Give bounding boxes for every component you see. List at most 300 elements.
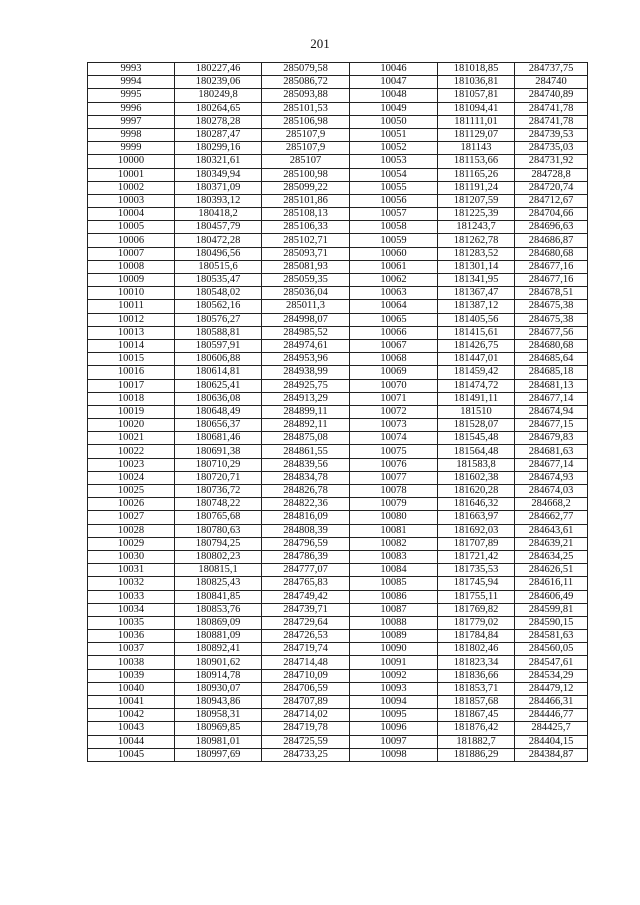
table-row (88, 392, 588, 405)
point-number-cell: 10014 (88, 339, 175, 352)
x-coordinate-cell: 181886,29 (438, 748, 515, 761)
point-number-cell: 10040 (88, 682, 175, 695)
y-coordinate-cell: 284560,05 (515, 643, 588, 656)
y-coordinate-cell: 284677,15 (515, 419, 588, 432)
x-coordinate-cell: 180736,72 (175, 485, 262, 498)
y-coordinate-cell: 284643,61 (515, 524, 588, 537)
x-coordinate-cell: 180656,37 (175, 419, 262, 432)
table-row (88, 735, 588, 748)
point-number-cell: 10083 (350, 550, 438, 563)
point-number-cell: 10072 (350, 405, 438, 418)
point-number-cell: 10050 (350, 115, 438, 128)
y-coordinate-cell: 284953,96 (262, 353, 350, 366)
table-row (88, 445, 588, 458)
y-coordinate-cell: 284719,78 (262, 722, 350, 735)
y-coordinate-cell: 285106,33 (262, 221, 350, 234)
point-number-cell: 10052 (350, 142, 438, 155)
point-number-cell: 9999 (88, 142, 175, 155)
point-number-cell: 10079 (350, 498, 438, 511)
x-coordinate-cell: 180691,38 (175, 445, 262, 458)
x-coordinate-cell: 180349,94 (175, 168, 262, 181)
x-coordinate-cell: 180588,81 (175, 326, 262, 339)
point-number-cell: 10092 (350, 669, 438, 682)
point-number-cell: 10062 (350, 274, 438, 287)
point-number-cell: 10094 (350, 696, 438, 709)
point-number-cell: 10064 (350, 300, 438, 313)
point-number-cell: 10095 (350, 709, 438, 722)
x-coordinate-cell: 180681,46 (175, 432, 262, 445)
x-coordinate-cell: 181243,7 (438, 221, 515, 234)
point-number-cell: 10005 (88, 221, 175, 234)
x-coordinate-cell: 181129,07 (438, 128, 515, 141)
point-number-cell: 10031 (88, 564, 175, 577)
x-coordinate-cell: 180287,47 (175, 128, 262, 141)
point-number-cell: 10058 (350, 221, 438, 234)
point-number-cell: 10093 (350, 682, 438, 695)
point-number-cell: 10001 (88, 168, 175, 181)
point-number-cell: 10076 (350, 458, 438, 471)
table-row (88, 353, 588, 366)
x-coordinate-cell: 180914,78 (175, 669, 262, 682)
point-number-cell: 10056 (350, 194, 438, 207)
x-coordinate-cell: 181882,7 (438, 735, 515, 748)
x-coordinate-cell: 181207,59 (438, 194, 515, 207)
y-coordinate-cell: 284731,92 (515, 155, 588, 168)
y-coordinate-cell: 284677,14 (515, 458, 588, 471)
x-coordinate-cell: 180515,6 (175, 260, 262, 273)
x-coordinate-cell: 180901,62 (175, 656, 262, 669)
point-number-cell: 10039 (88, 669, 175, 682)
x-coordinate-cell: 180881,09 (175, 630, 262, 643)
table-row (88, 366, 588, 379)
y-coordinate-cell: 284668,2 (515, 498, 588, 511)
x-coordinate-cell: 180371,09 (175, 181, 262, 194)
x-coordinate-cell: 180597,91 (175, 339, 262, 352)
y-coordinate-cell: 285107 (262, 155, 350, 168)
coordinates-table-body (88, 63, 588, 762)
y-coordinate-cell: 284639,21 (515, 537, 588, 550)
y-coordinate-cell: 284777,07 (262, 564, 350, 577)
x-coordinate-cell: 181692,03 (438, 524, 515, 537)
point-number-cell: 10082 (350, 537, 438, 550)
x-coordinate-cell: 180472,28 (175, 234, 262, 247)
x-coordinate-cell: 180802,23 (175, 550, 262, 563)
y-coordinate-cell: 284733,25 (262, 748, 350, 761)
table-row (88, 630, 588, 643)
y-coordinate-cell: 284719,74 (262, 643, 350, 656)
point-number-cell: 10021 (88, 432, 175, 445)
point-number-cell: 10047 (350, 76, 438, 89)
point-number-cell: 10015 (88, 353, 175, 366)
x-coordinate-cell: 180548,02 (175, 287, 262, 300)
table-row (88, 722, 588, 735)
table-row (88, 616, 588, 629)
y-coordinate-cell: 284425,7 (515, 722, 588, 735)
y-coordinate-cell: 284675,38 (515, 300, 588, 313)
point-number-cell: 10051 (350, 128, 438, 141)
table-row (88, 247, 588, 260)
point-number-cell: 10011 (88, 300, 175, 313)
x-coordinate-cell: 180825,43 (175, 577, 262, 590)
table-row (88, 221, 588, 234)
y-coordinate-cell: 284680,68 (515, 339, 588, 352)
point-number-cell: 10090 (350, 643, 438, 656)
x-coordinate-cell: 181459,42 (438, 366, 515, 379)
x-coordinate-cell: 180997,69 (175, 748, 262, 761)
y-coordinate-cell: 284765,83 (262, 577, 350, 590)
y-coordinate-cell: 284677,16 (515, 260, 588, 273)
table-row (88, 550, 588, 563)
x-coordinate-cell: 180636,08 (175, 392, 262, 405)
x-coordinate-cell: 180748,22 (175, 498, 262, 511)
table-row (88, 155, 588, 168)
point-number-cell: 10074 (350, 432, 438, 445)
table-row (88, 326, 588, 339)
y-coordinate-cell: 284740,89 (515, 89, 588, 102)
x-coordinate-cell: 180227,46 (175, 63, 262, 76)
table-row (88, 274, 588, 287)
y-coordinate-cell: 284681,13 (515, 379, 588, 392)
y-coordinate-cell: 284712,67 (515, 194, 588, 207)
x-coordinate-cell: 181111,01 (438, 115, 515, 128)
point-number-cell: 10049 (350, 102, 438, 115)
point-number-cell: 10091 (350, 656, 438, 669)
point-number-cell: 10057 (350, 208, 438, 221)
y-coordinate-cell: 284466,31 (515, 696, 588, 709)
y-coordinate-cell: 284875,08 (262, 432, 350, 445)
point-number-cell: 10026 (88, 498, 175, 511)
point-number-cell: 10043 (88, 722, 175, 735)
table-row (88, 300, 588, 313)
point-number-cell: 10017 (88, 379, 175, 392)
y-coordinate-cell: 284674,03 (515, 485, 588, 498)
y-coordinate-cell: 285107,9 (262, 128, 350, 141)
x-coordinate-cell: 180765,68 (175, 511, 262, 524)
y-coordinate-cell: 284749,42 (262, 590, 350, 603)
y-coordinate-cell: 284796,59 (262, 537, 350, 550)
y-coordinate-cell: 284822,36 (262, 498, 350, 511)
point-number-cell: 10010 (88, 287, 175, 300)
x-coordinate-cell: 181057,81 (438, 89, 515, 102)
x-coordinate-cell: 181779,02 (438, 616, 515, 629)
y-coordinate-cell: 285101,86 (262, 194, 350, 207)
y-coordinate-cell: 284740 (515, 76, 588, 89)
x-coordinate-cell: 180969,85 (175, 722, 262, 735)
x-coordinate-cell: 181646,32 (438, 498, 515, 511)
table-row (88, 339, 588, 352)
y-coordinate-cell: 284581,63 (515, 630, 588, 643)
x-coordinate-cell: 181165,26 (438, 168, 515, 181)
y-coordinate-cell: 284446,77 (515, 709, 588, 722)
y-coordinate-cell: 284674,94 (515, 405, 588, 418)
point-number-cell: 10037 (88, 643, 175, 656)
y-coordinate-cell: 285101,53 (262, 102, 350, 115)
x-coordinate-cell: 181735,53 (438, 564, 515, 577)
point-number-cell: 10003 (88, 194, 175, 207)
x-coordinate-cell: 180892,41 (175, 643, 262, 656)
table-row (88, 682, 588, 695)
point-number-cell: 10048 (350, 89, 438, 102)
table-row (88, 379, 588, 392)
x-coordinate-cell: 181823,34 (438, 656, 515, 669)
y-coordinate-cell: 284714,02 (262, 709, 350, 722)
x-coordinate-cell: 180496,56 (175, 247, 262, 260)
y-coordinate-cell: 284834,78 (262, 471, 350, 484)
point-number-cell: 10041 (88, 696, 175, 709)
x-coordinate-cell: 180264,65 (175, 102, 262, 115)
point-number-cell: 10081 (350, 524, 438, 537)
x-coordinate-cell: 181405,56 (438, 313, 515, 326)
x-coordinate-cell: 180457,79 (175, 221, 262, 234)
y-coordinate-cell: 284913,29 (262, 392, 350, 405)
x-coordinate-cell: 180393,12 (175, 194, 262, 207)
y-coordinate-cell: 284998,07 (262, 313, 350, 326)
y-coordinate-cell: 284616,11 (515, 577, 588, 590)
point-number-cell: 10022 (88, 445, 175, 458)
y-coordinate-cell: 284714,48 (262, 656, 350, 669)
y-coordinate-cell: 284677,14 (515, 392, 588, 405)
x-coordinate-cell: 181036,81 (438, 76, 515, 89)
y-coordinate-cell: 284634,25 (515, 550, 588, 563)
point-number-cell: 10004 (88, 208, 175, 221)
y-coordinate-cell: 284816,09 (262, 511, 350, 524)
point-number-cell: 10000 (88, 155, 175, 168)
x-coordinate-cell: 180299,16 (175, 142, 262, 155)
y-coordinate-cell: 284677,56 (515, 326, 588, 339)
table-row (88, 603, 588, 616)
table-row (88, 590, 588, 603)
y-coordinate-cell: 284720,74 (515, 181, 588, 194)
table-row (88, 643, 588, 656)
y-coordinate-cell: 284710,09 (262, 669, 350, 682)
point-number-cell: 10002 (88, 181, 175, 194)
point-number-cell: 9995 (88, 89, 175, 102)
point-number-cell: 10077 (350, 471, 438, 484)
x-coordinate-cell: 181283,52 (438, 247, 515, 260)
y-coordinate-cell: 284938,99 (262, 366, 350, 379)
page-number: 201 (310, 36, 330, 51)
x-coordinate-cell: 181474,72 (438, 379, 515, 392)
table-row (88, 234, 588, 247)
x-coordinate-cell: 180853,76 (175, 603, 262, 616)
y-coordinate-cell: 284404,15 (515, 735, 588, 748)
y-coordinate-cell: 285079,58 (262, 63, 350, 76)
point-number-cell: 10029 (88, 537, 175, 550)
y-coordinate-cell: 284679,83 (515, 432, 588, 445)
point-number-cell: 10073 (350, 419, 438, 432)
point-number-cell: 10096 (350, 722, 438, 735)
table-row (88, 260, 588, 273)
x-coordinate-cell: 180981,01 (175, 735, 262, 748)
x-coordinate-cell: 181341,95 (438, 274, 515, 287)
table-row (88, 102, 588, 115)
y-coordinate-cell: 285059,35 (262, 274, 350, 287)
point-number-cell: 10036 (88, 630, 175, 643)
y-coordinate-cell: 285036,04 (262, 287, 350, 300)
y-coordinate-cell: 284985,52 (262, 326, 350, 339)
x-coordinate-cell: 181191,24 (438, 181, 515, 194)
y-coordinate-cell: 285011,3 (262, 300, 350, 313)
y-coordinate-cell: 284786,39 (262, 550, 350, 563)
table-row (88, 511, 588, 524)
point-number-cell: 10019 (88, 405, 175, 418)
table-row (88, 485, 588, 498)
point-number-cell: 10097 (350, 735, 438, 748)
y-coordinate-cell: 284547,61 (515, 656, 588, 669)
x-coordinate-cell: 180841,85 (175, 590, 262, 603)
y-coordinate-cell: 284590,15 (515, 616, 588, 629)
y-coordinate-cell: 284861,55 (262, 445, 350, 458)
y-coordinate-cell: 284892,11 (262, 419, 350, 432)
y-coordinate-cell: 284725,59 (262, 735, 350, 748)
table-row (88, 194, 588, 207)
x-coordinate-cell: 181367,47 (438, 287, 515, 300)
table-row (88, 432, 588, 445)
table-row (88, 696, 588, 709)
table-row (88, 128, 588, 141)
point-number-cell: 10007 (88, 247, 175, 260)
y-coordinate-cell: 284839,56 (262, 458, 350, 471)
x-coordinate-cell: 181564,48 (438, 445, 515, 458)
x-coordinate-cell: 181583,8 (438, 458, 515, 471)
table-row (88, 471, 588, 484)
y-coordinate-cell: 285081,93 (262, 260, 350, 273)
y-coordinate-cell: 284662,77 (515, 511, 588, 524)
point-number-cell: 10018 (88, 392, 175, 405)
x-coordinate-cell: 180535,47 (175, 274, 262, 287)
point-number-cell: 10024 (88, 471, 175, 484)
y-coordinate-cell: 284706,59 (262, 682, 350, 695)
y-coordinate-cell: 284729,64 (262, 616, 350, 629)
x-coordinate-cell: 181387,12 (438, 300, 515, 313)
y-coordinate-cell: 285107,9 (262, 142, 350, 155)
x-coordinate-cell: 180710,29 (175, 458, 262, 471)
point-number-cell: 10085 (350, 577, 438, 590)
x-coordinate-cell: 181262,78 (438, 234, 515, 247)
point-number-cell: 10098 (350, 748, 438, 761)
point-number-cell: 10086 (350, 590, 438, 603)
y-coordinate-cell: 285093,71 (262, 247, 350, 260)
table-row (88, 537, 588, 550)
x-coordinate-cell: 181802,46 (438, 643, 515, 656)
point-number-cell: 10063 (350, 287, 438, 300)
point-number-cell: 10016 (88, 366, 175, 379)
table-row (88, 168, 588, 181)
table-row (88, 76, 588, 89)
y-coordinate-cell: 284534,29 (515, 669, 588, 682)
y-coordinate-cell: 284599,81 (515, 603, 588, 616)
table-row (88, 142, 588, 155)
table-row (88, 313, 588, 326)
x-coordinate-cell: 181784,84 (438, 630, 515, 643)
y-coordinate-cell: 284680,68 (515, 247, 588, 260)
point-number-cell: 10023 (88, 458, 175, 471)
point-number-cell: 10035 (88, 616, 175, 629)
y-coordinate-cell: 284677,16 (515, 274, 588, 287)
y-coordinate-cell: 284808,39 (262, 524, 350, 537)
point-number-cell: 10038 (88, 656, 175, 669)
x-coordinate-cell: 181528,07 (438, 419, 515, 432)
coordinates-table (87, 62, 588, 762)
y-coordinate-cell: 284674,93 (515, 471, 588, 484)
y-coordinate-cell: 284974,61 (262, 339, 350, 352)
point-number-cell: 10045 (88, 748, 175, 761)
y-coordinate-cell: 284704,66 (515, 208, 588, 221)
y-coordinate-cell: 284678,51 (515, 287, 588, 300)
x-coordinate-cell: 181545,48 (438, 432, 515, 445)
x-coordinate-cell: 181755,11 (438, 590, 515, 603)
point-number-cell: 10012 (88, 313, 175, 326)
y-coordinate-cell: 284925,75 (262, 379, 350, 392)
y-coordinate-cell: 284741,78 (515, 115, 588, 128)
table-row (88, 181, 588, 194)
point-number-cell: 10034 (88, 603, 175, 616)
x-coordinate-cell: 181876,42 (438, 722, 515, 735)
point-number-cell: 10042 (88, 709, 175, 722)
point-number-cell: 10071 (350, 392, 438, 405)
point-number-cell: 10030 (88, 550, 175, 563)
x-coordinate-cell: 180418,2 (175, 208, 262, 221)
x-coordinate-cell: 181853,71 (438, 682, 515, 695)
y-coordinate-cell: 284696,63 (515, 221, 588, 234)
point-number-cell: 10080 (350, 511, 438, 524)
point-number-cell: 10033 (88, 590, 175, 603)
y-coordinate-cell: 284826,78 (262, 485, 350, 498)
x-coordinate-cell: 181857,68 (438, 696, 515, 709)
y-coordinate-cell: 285102,71 (262, 234, 350, 247)
x-coordinate-cell: 181491,11 (438, 392, 515, 405)
x-coordinate-cell: 180943,86 (175, 696, 262, 709)
y-coordinate-cell: 284626,51 (515, 564, 588, 577)
point-number-cell: 10046 (350, 63, 438, 76)
x-coordinate-cell: 181867,45 (438, 709, 515, 722)
point-number-cell: 9997 (88, 115, 175, 128)
point-number-cell: 10087 (350, 603, 438, 616)
point-number-cell: 10089 (350, 630, 438, 643)
x-coordinate-cell: 180249,8 (175, 89, 262, 102)
table-row (88, 669, 588, 682)
x-coordinate-cell: 180958,31 (175, 709, 262, 722)
x-coordinate-cell: 180321,61 (175, 155, 262, 168)
x-coordinate-cell: 180278,28 (175, 115, 262, 128)
table-row (88, 458, 588, 471)
y-coordinate-cell: 284686,87 (515, 234, 588, 247)
x-coordinate-cell: 181225,39 (438, 208, 515, 221)
point-number-cell: 9996 (88, 102, 175, 115)
x-coordinate-cell: 180239,06 (175, 76, 262, 89)
x-coordinate-cell: 180562,16 (175, 300, 262, 313)
x-coordinate-cell: 181663,97 (438, 511, 515, 524)
y-coordinate-cell: 284737,75 (515, 63, 588, 76)
y-coordinate-cell: 284899,11 (262, 405, 350, 418)
x-coordinate-cell: 180720,71 (175, 471, 262, 484)
x-coordinate-cell: 181153,66 (438, 155, 515, 168)
y-coordinate-cell: 285099,22 (262, 181, 350, 194)
x-coordinate-cell: 181707,89 (438, 537, 515, 550)
x-coordinate-cell: 181301,14 (438, 260, 515, 273)
y-coordinate-cell: 284681,63 (515, 445, 588, 458)
x-coordinate-cell: 180869,09 (175, 616, 262, 629)
point-number-cell: 10020 (88, 419, 175, 432)
y-coordinate-cell: 284739,53 (515, 128, 588, 141)
point-number-cell: 10059 (350, 234, 438, 247)
y-coordinate-cell: 285106,98 (262, 115, 350, 128)
x-coordinate-cell: 180606,88 (175, 353, 262, 366)
x-coordinate-cell: 181094,41 (438, 102, 515, 115)
table-row (88, 564, 588, 577)
table-row (88, 405, 588, 418)
table-row (88, 287, 588, 300)
